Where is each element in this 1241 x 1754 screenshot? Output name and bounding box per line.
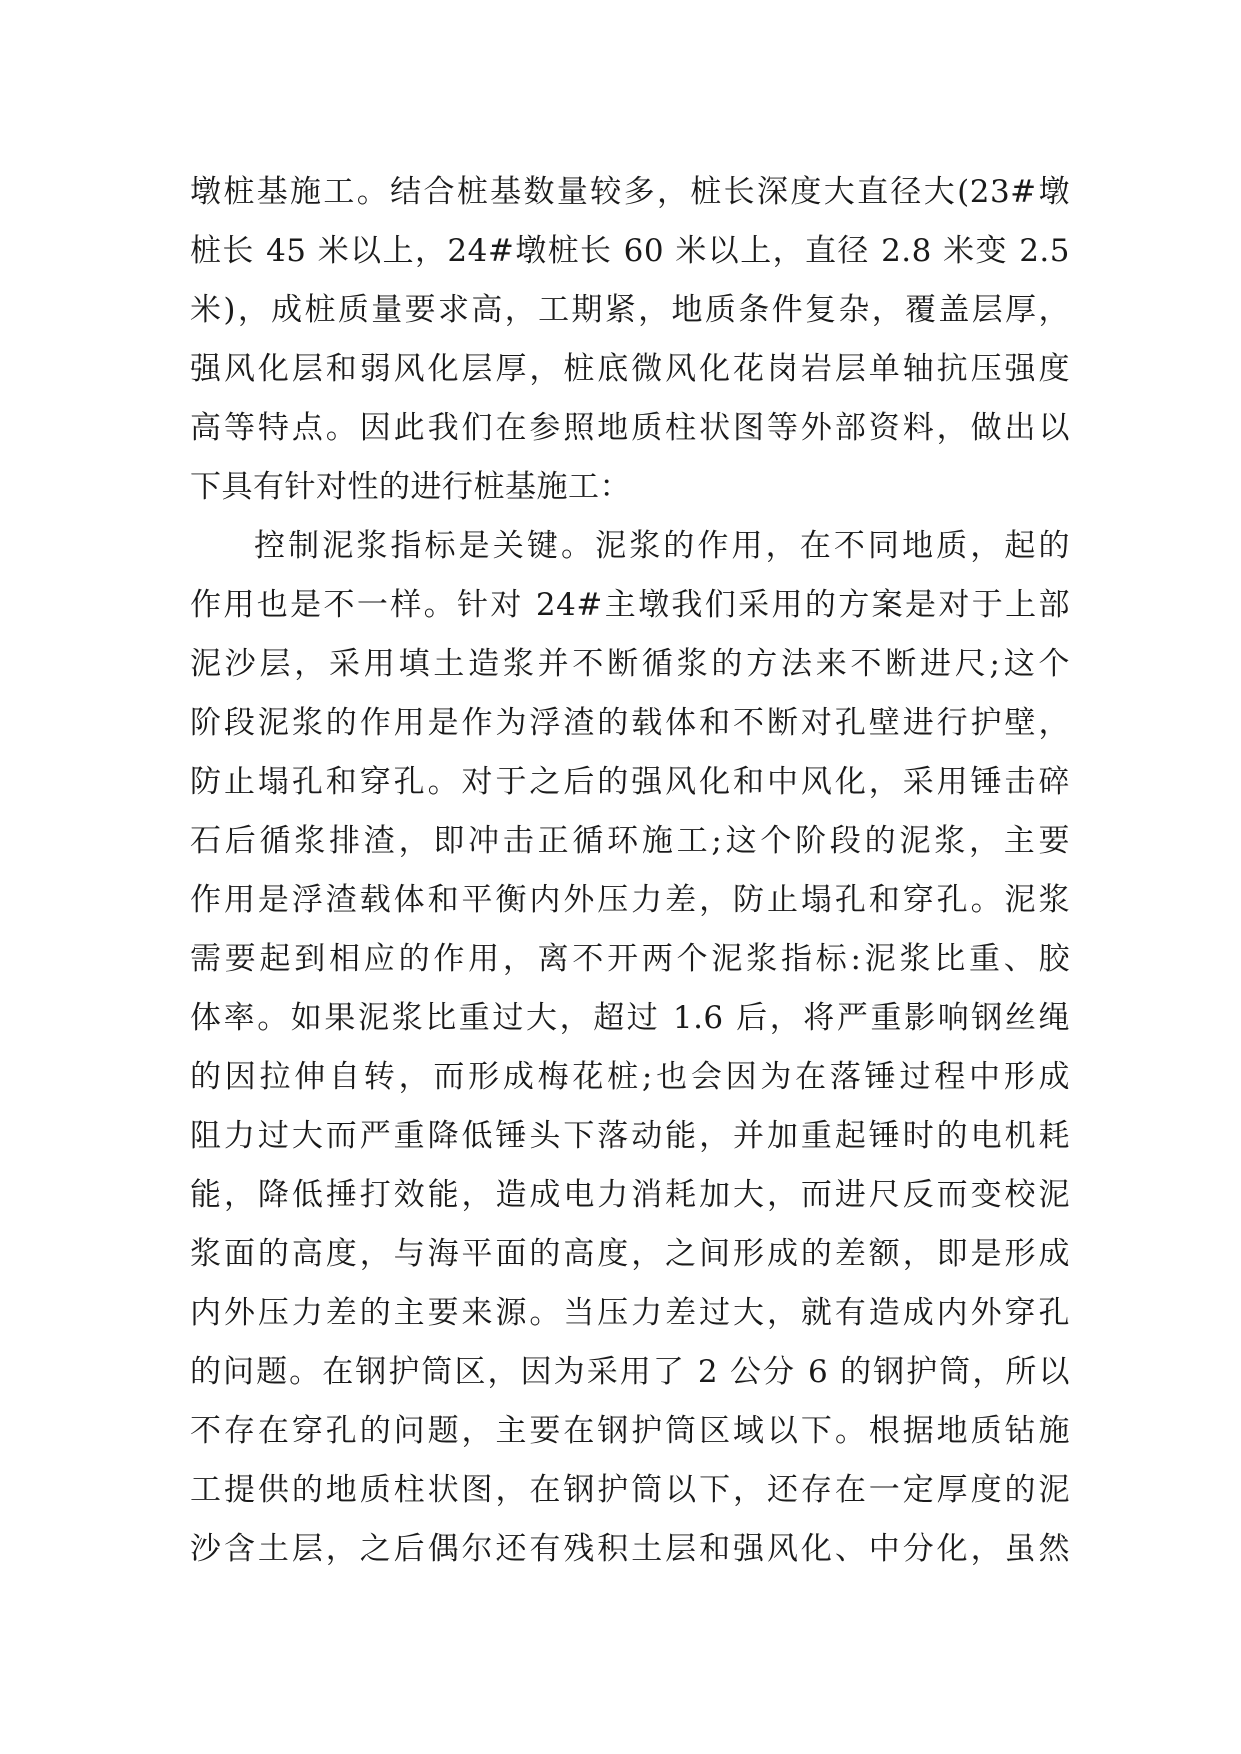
text-line: 石后循浆排渣，即冲击正循环施工;这个阶段的泥浆，主要 xyxy=(190,823,1070,859)
text-line: 防止塌孔和穿孔。对于之后的强风化和中风化，采用锤击碎 xyxy=(190,764,1070,800)
text-line: 作用是浮渣载体和平衡内外压力差，防止塌孔和穿孔。泥浆 xyxy=(190,882,1070,918)
text-line: 阶段泥浆的作用是作为浮渣的载体和不断对孔壁进行护壁， xyxy=(190,705,1070,741)
text-line: 浆面的高度，与海平面的高度，之间形成的差额，即是形成 xyxy=(190,1236,1070,1272)
body-text xyxy=(190,163,1070,1579)
text-line: 工提供的地质柱状图，在钢护筒以下，还存在一定厚度的泥 xyxy=(190,1472,1070,1508)
text-line: 需要起到相应的作用，离不开两个泥浆指标:泥浆比重、胶 xyxy=(190,941,1070,977)
text-line: 内外压力差的主要来源。当压力差过大，就有造成内外穿孔 xyxy=(190,1295,1070,1331)
text-line: 能，降低捶打效能，造成电力消耗加大，而进尺反而变校泥 xyxy=(190,1177,1070,1213)
text-line: 沙含土层，之后偶尔还有残积土层和强风化、中分化，虽然 xyxy=(190,1531,1070,1567)
paragraph-start-line: 控制泥浆指标是关键。泥浆的作用，在不同地质，起的 xyxy=(254,528,1070,564)
text-line: 的因拉伸自转，而形成梅花桩;也会因为在落锤过程中形成 xyxy=(190,1059,1070,1095)
text-line: 不存在穿孔的问题，主要在钢护筒区域以下。根据地质钻施 xyxy=(190,1413,1070,1449)
text-line: 下具有针对性的进行桩基施工： xyxy=(190,469,631,505)
text-line: 阻力过大而严重降低锤头下落动能，并加重起锤时的电机耗 xyxy=(190,1118,1070,1154)
text-line: 高等特点。因此我们在参照地质柱状图等外部资料，做出以 xyxy=(190,410,1070,446)
text-line: 的问题。在钢护筒区，因为采用了 2 公分 6 的钢护筒，所以 xyxy=(190,1354,1070,1390)
text-line: 墩桩基施工。结合桩基数量较多，桩长深度大直径大(23#墩 xyxy=(190,174,1070,210)
text-line: 强风化层和弱风化层厚，桩底微风化花岗岩层单轴抗压强度 xyxy=(190,351,1070,387)
text-line: 桩长 45 米以上，24#墩桩长 60 米以上，直径 2.8 米变 2.5 xyxy=(190,233,1070,269)
text-line: 泥沙层，采用填土造浆并不断循浆的方法来不断进尺;这个 xyxy=(190,646,1070,682)
text-line: 米)，成桩质量要求高，工期紧，地质条件复杂，覆盖层厚， xyxy=(190,292,1070,328)
text-line: 体率。如果泥浆比重过大，超过 1.6 后，将严重影响钢丝绳 xyxy=(190,1000,1070,1036)
text-line: 作用也是不一样。针对 24#主墩我们采用的方案是对于上部 xyxy=(190,587,1070,623)
